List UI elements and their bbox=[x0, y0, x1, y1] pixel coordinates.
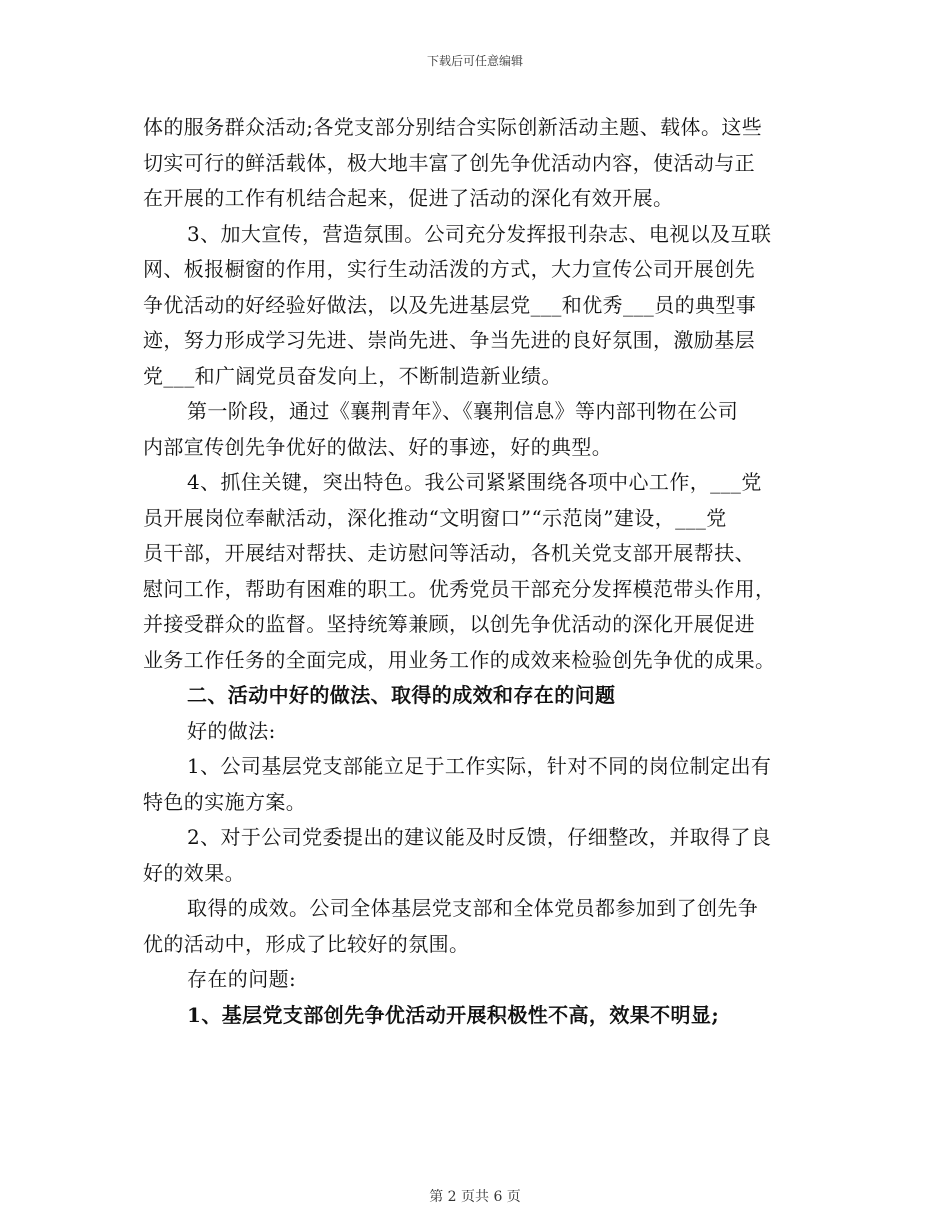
text-line: 迹，努力形成学习先进、崇尚先进、争当先进的良好氛围，激励基层 bbox=[143, 328, 755, 352]
text-line: 党___和广阔党员奋发向上，不断制造新业绩。 bbox=[143, 363, 562, 388]
text-line: 好的效果。 bbox=[143, 860, 245, 885]
text-line: 慰问工作，帮助有困难的职工。优秀党员干部充分发挥模范带头作用， bbox=[143, 576, 776, 601]
text-line: 体的服务群众活动;各党支部分别结合实际创新活动主题、载体。这些 bbox=[143, 115, 763, 139]
text-line: 网、板报橱窗的作用，实行生动活泼的方式，大力宣传公司开展创先 bbox=[143, 257, 755, 281]
page-footer: 第 2 页共 6 页 bbox=[429, 1189, 521, 1205]
text-line: 好的做法: bbox=[187, 718, 276, 743]
text-line: 内部宣传创先争优好的做法、好的事迹，好的典型。 bbox=[143, 434, 613, 459]
text-line: 业务工作任务的全面完成，用业务工作的成效来检验创先争优的成果。 bbox=[143, 647, 776, 672]
text-line: 存在的问题: bbox=[187, 967, 297, 991]
page-header: 下载后可任意编辑 bbox=[426, 54, 523, 68]
text-line: 优的活动中，形成了比较好的氛围。 bbox=[143, 931, 470, 956]
text-line: 员干部，开展结对帮扶、走访慰问等活动，各机关党支部开展帮扶、 bbox=[143, 541, 755, 565]
text-line: 并接受群众的监督。坚持统筹兼顾，以创先争优活动的深化开展促进 bbox=[143, 612, 755, 636]
text-line: 取得的成效。公司全体基层党支部和全体党员都参加到了创先争 bbox=[187, 896, 759, 920]
text-line: 在开展的工作有机结合起来，促进了活动的深化有效开展。 bbox=[143, 186, 674, 210]
text-line: 2、对于公司党委提出的建议能及时反馈，仔细整改，并取得了良 bbox=[187, 825, 772, 849]
text-line: 员开展岗位奉献活动，深化推动“文明窗口”“示范岗”建设，___党 bbox=[143, 505, 727, 530]
text-line: 4、抓住关键，突出特色。我公司紧紧围绕各项中心工作，___党 bbox=[187, 470, 762, 494]
text-line: 1、公司基层党支部能立足于工作实际，针对不同的岗位制定出有 bbox=[187, 754, 772, 778]
text-line: 1、基层党支部创先争优活动开展积极性不高，效果不明显; bbox=[187, 1002, 720, 1027]
text-line: 争优活动的好经验好做法，以及先进基层党___和优秀___员的典型事 bbox=[143, 292, 757, 317]
text-line: 3、加大宣传，营造氛围。公司充分发挥报刊杂志、电视以及互联 bbox=[187, 221, 772, 246]
text-line: 第一阶段，通过《襄荆青年》、《襄荆信息》等内部刊物在公司 bbox=[187, 399, 739, 423]
document-body bbox=[143, 110, 808, 1033]
text-line: 特色的实施方案。 bbox=[143, 789, 307, 814]
text-line: 二、活动中好的做法、取得的成效和存在的问题 bbox=[187, 683, 616, 707]
text-line: 切实可行的鲜活载体，极大地丰富了创先争优活动内容，使活动与正 bbox=[143, 150, 755, 175]
